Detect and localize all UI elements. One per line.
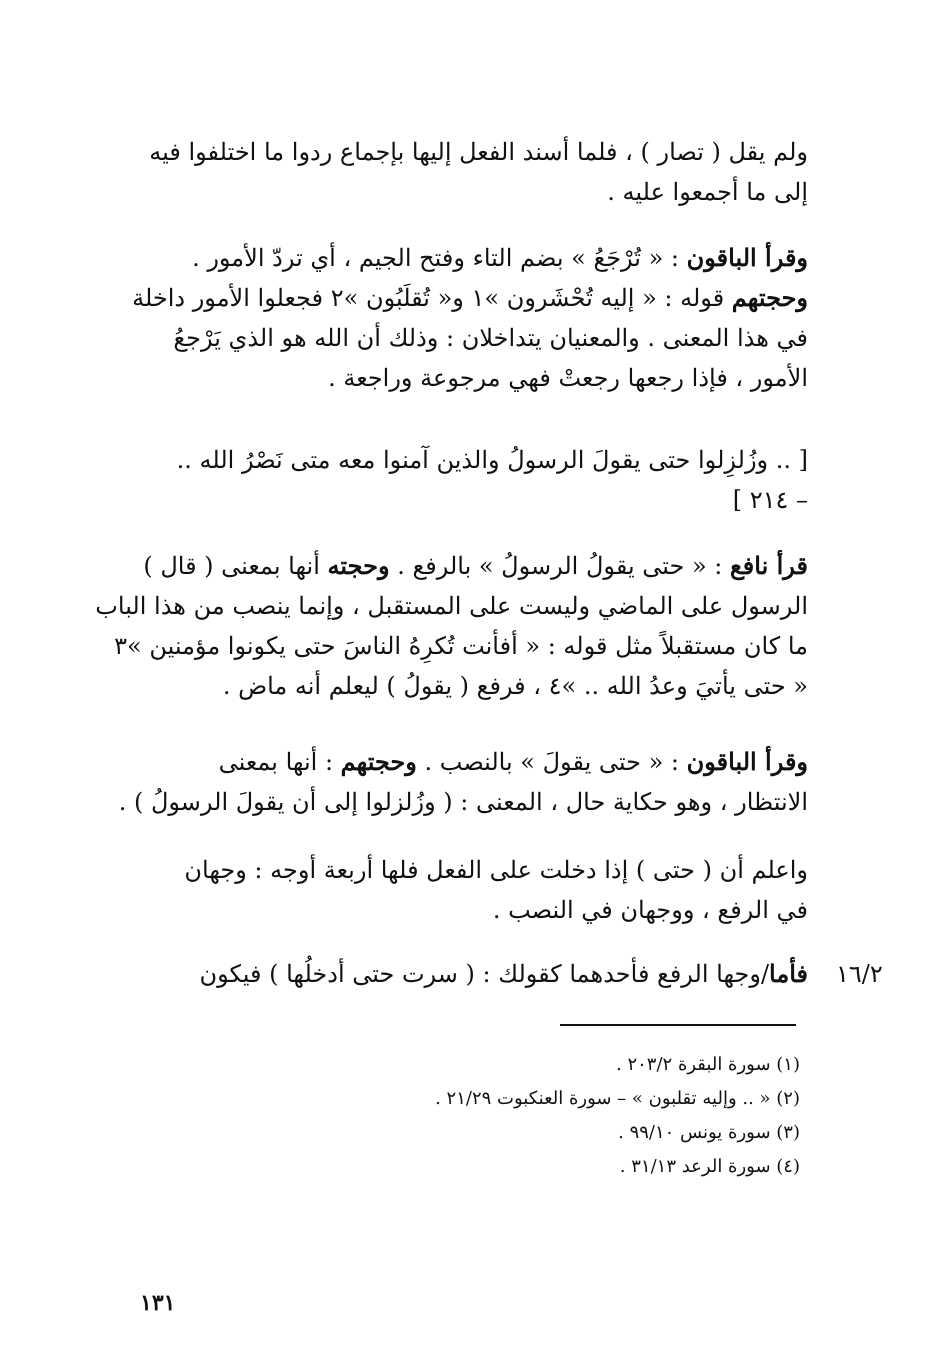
text-run: : « حتى يقولُ الرسولُ » بالرفع . [389,552,731,580]
text-line [136,954,808,994]
keyword: وحجته [327,551,390,580]
margin-reference: ١٦/٢ [836,960,883,988]
keyword: قرأ نافع [730,551,808,580]
text-line [136,742,808,782]
footnote-divider [560,1024,796,1026]
text-line: في هذا المعنى . والمعنيان يتداخلان : وذلك أن الله هو الذي يَرْجعُ [173,324,808,352]
text-line [132,278,808,318]
text-line: ولم يقل ( تصار ) ، فلما أسند الفعل إليها بإجماع ردوا ما اختلفوا فيه [149,138,808,166]
footnote: (٣) سورة يونس ٩٩/١٠ . [618,1122,800,1143]
text-run: : « حتى يقولَ » بالنصب . [416,748,687,776]
text-run: : أنها بمعنى [218,748,341,776]
keyword: وقرأ الباقون [686,243,808,272]
text-line [136,238,808,278]
text-line: الأمور ، فإذا رجعها رجعتْ فهي مرجوعة وراجعة . [328,364,808,392]
footnote: (٤) سورة الرعد ٣١/١٣ . [619,1156,800,1177]
text-run: قوله : « إليه تُحْشَرون »١ و« تُقلَبُون »٢ فجعلوا الأمور داخلة [132,284,732,312]
text-run: : « تُرْجَعُ » بضم التاء وفتح الجيم ، أي تردّ الأمور . [192,244,687,272]
text-line: « حتى يأتيَ وعدُ الله .. »٤ ، فرفع ( يقولُ ) ليعلم أنه ماض . [222,672,808,700]
text-run: /وجها الرفع فأحدهما كقولك : ( سرت حتى أدخلُها ) فيكون [199,960,770,988]
footnotes [400,1048,800,1184]
paragraph-2 [132,238,808,398]
footnote: (٢) « .. وإليه تقلبون » – سورة العنكبوت ٢١/٢٩ . [435,1088,800,1109]
text-run: أنها بمعنى ( قال ) [143,552,328,580]
keyword: وحجتهم [731,283,808,312]
text-line: الرسول على الماضي وليست على المستقبل ، وإنما ينصب من هذا الباب [95,592,808,620]
text-line [136,546,808,586]
paragraph-5 [118,742,808,822]
text-line: الانتظار ، وهو حكاية حال ، المعنى : ( وزُلزلوا إلى أن يقولَ الرسولُ ) . [118,788,808,816]
text-line: واعلم أن ( حتى ) إذا دخلت على الفعل فلها أربعة أوجه : وجهان [184,856,808,884]
text-line: [ .. وزُلزِلوا حتى يقولَ الرسولُ والذين آمنوا معه متى نَصْرُ الله .. [176,446,808,474]
paragraph-6 [136,850,808,930]
keyword: وقرأ الباقون [686,747,808,776]
text-line: في الرفع ، ووجهان في النصب . [492,896,808,924]
text-line: إلى ما أجمعوا عليه . [607,178,808,206]
verse-number: – ٢١٤ ] [732,486,808,514]
text-line: ما كان مستقبلاً مثل قوله : « أفأنت تُكرِهُ الناسَ حتى يكونوا مؤمنين »٣ [114,632,808,660]
footnote: (١) سورة البقرة ٢٠٣/٢ . [616,1054,800,1075]
page-number: ١٣١ [140,1290,176,1316]
keyword: وحجتهم [340,747,417,776]
paragraph-7 [136,954,808,994]
quran-quote [136,440,808,520]
paragraph-1 [136,132,808,212]
paragraph-4 [95,546,808,706]
keyword: فأما [769,959,808,988]
